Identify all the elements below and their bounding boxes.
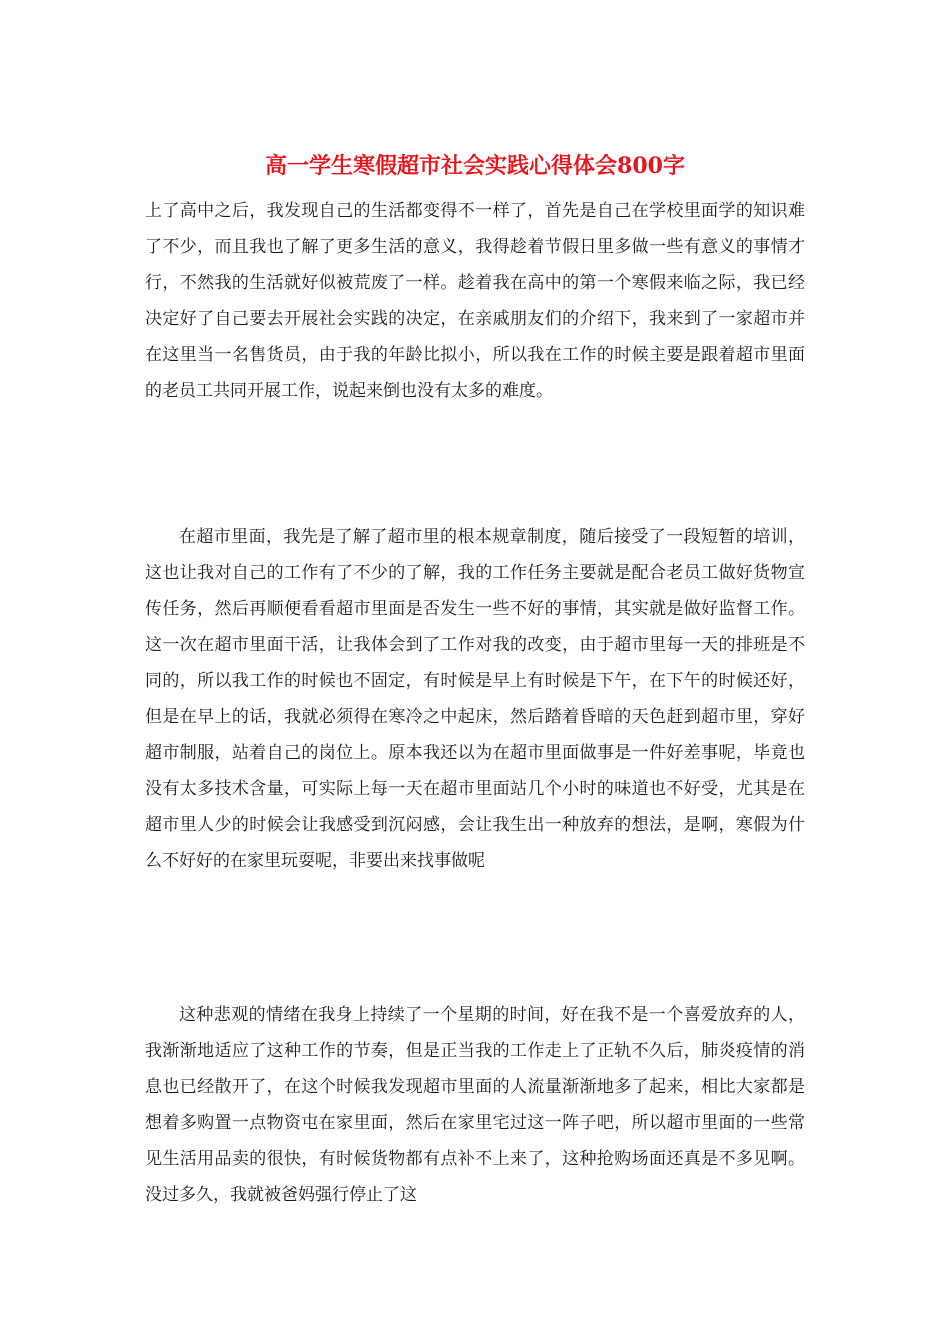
- paragraph-2: 在超市里面，我先是了解了超市里的根本规章制度，随后接受了一段短暂的培训，这也让我对自己的工作有了不少的了解，我的工作任务主要就是配合老员工做好货物宣传任务，然后再顺便看看超市里面是否发生一些不好的事情，其实就是做好监督工作。这一次在超市里面干活，让我体会到了工作对我的改变，由于超市里每一天的排班是不同的，所以我工作的时候也不固定，有时候是早上有时候是下午，在下午的时候还好，但是在早上的话，我就必须得在寒冷之中起床，然后踏着昏暗的天色赶到超市里，穿好超市制服，站着自己的岗位上。原本我还以为在超市里面做事是一件好差事呢，毕竟也没有太多技术含量，可实际上每一天在超市里面站几个小时的味道也不好受，尤其是在超市里人少的时候会让我感受到沉闷感，会让我生出一种放弃的想法，是啊，寒假为什么不好好的在家里玩耍呢，非要出来找事做呢: [145, 527, 805, 871]
- document-title: 高一学生寒假超市社会实践心得体会800字: [265, 153, 685, 179]
- paragraph-3: 这种悲观的情绪在我身上持续了一个星期的时间，好在我不是一个喜爱放弃的人，我渐渐地适应了这种工作的节奏，但是正当我的工作走上了正轨不久后，肺炎疫情的消息也已经散开了，在这个时候我发现超市里面的人流量渐渐地多了起来，相比大家都是想着多购置一点物资屯在家里面，然后在家里宅过这一阵子吧，所以超市里面的一些常见生活用品卖的很快，有时候货物都有点补不上来了，这种抢购场面还真是不多见啊。没过多久，我就被爸妈强行停止了这: [145, 1005, 805, 1205]
- paragraph-1: 上了高中之后，我发现自己的生活都变得不一样了，首先是自己在学校里面学的知识难了不少，而且我也了解了更多生活的意义，我得趁着节假日里多做一些有意义的事情才行，不然我的生活就好似被荒废了一样。趁着我在高中的第一个寒假来临之际，我已经决定好了自己要去开展社会实践的决定，在亲戚朋友们的介绍下，我来到了一家超市并在这里当一名售货员，由于我的年龄比拟小，所以我在工作的时候主要是跟着超市里面的老员工共同开展工作，说起来倒也没有太多的难度。: [145, 201, 805, 401]
